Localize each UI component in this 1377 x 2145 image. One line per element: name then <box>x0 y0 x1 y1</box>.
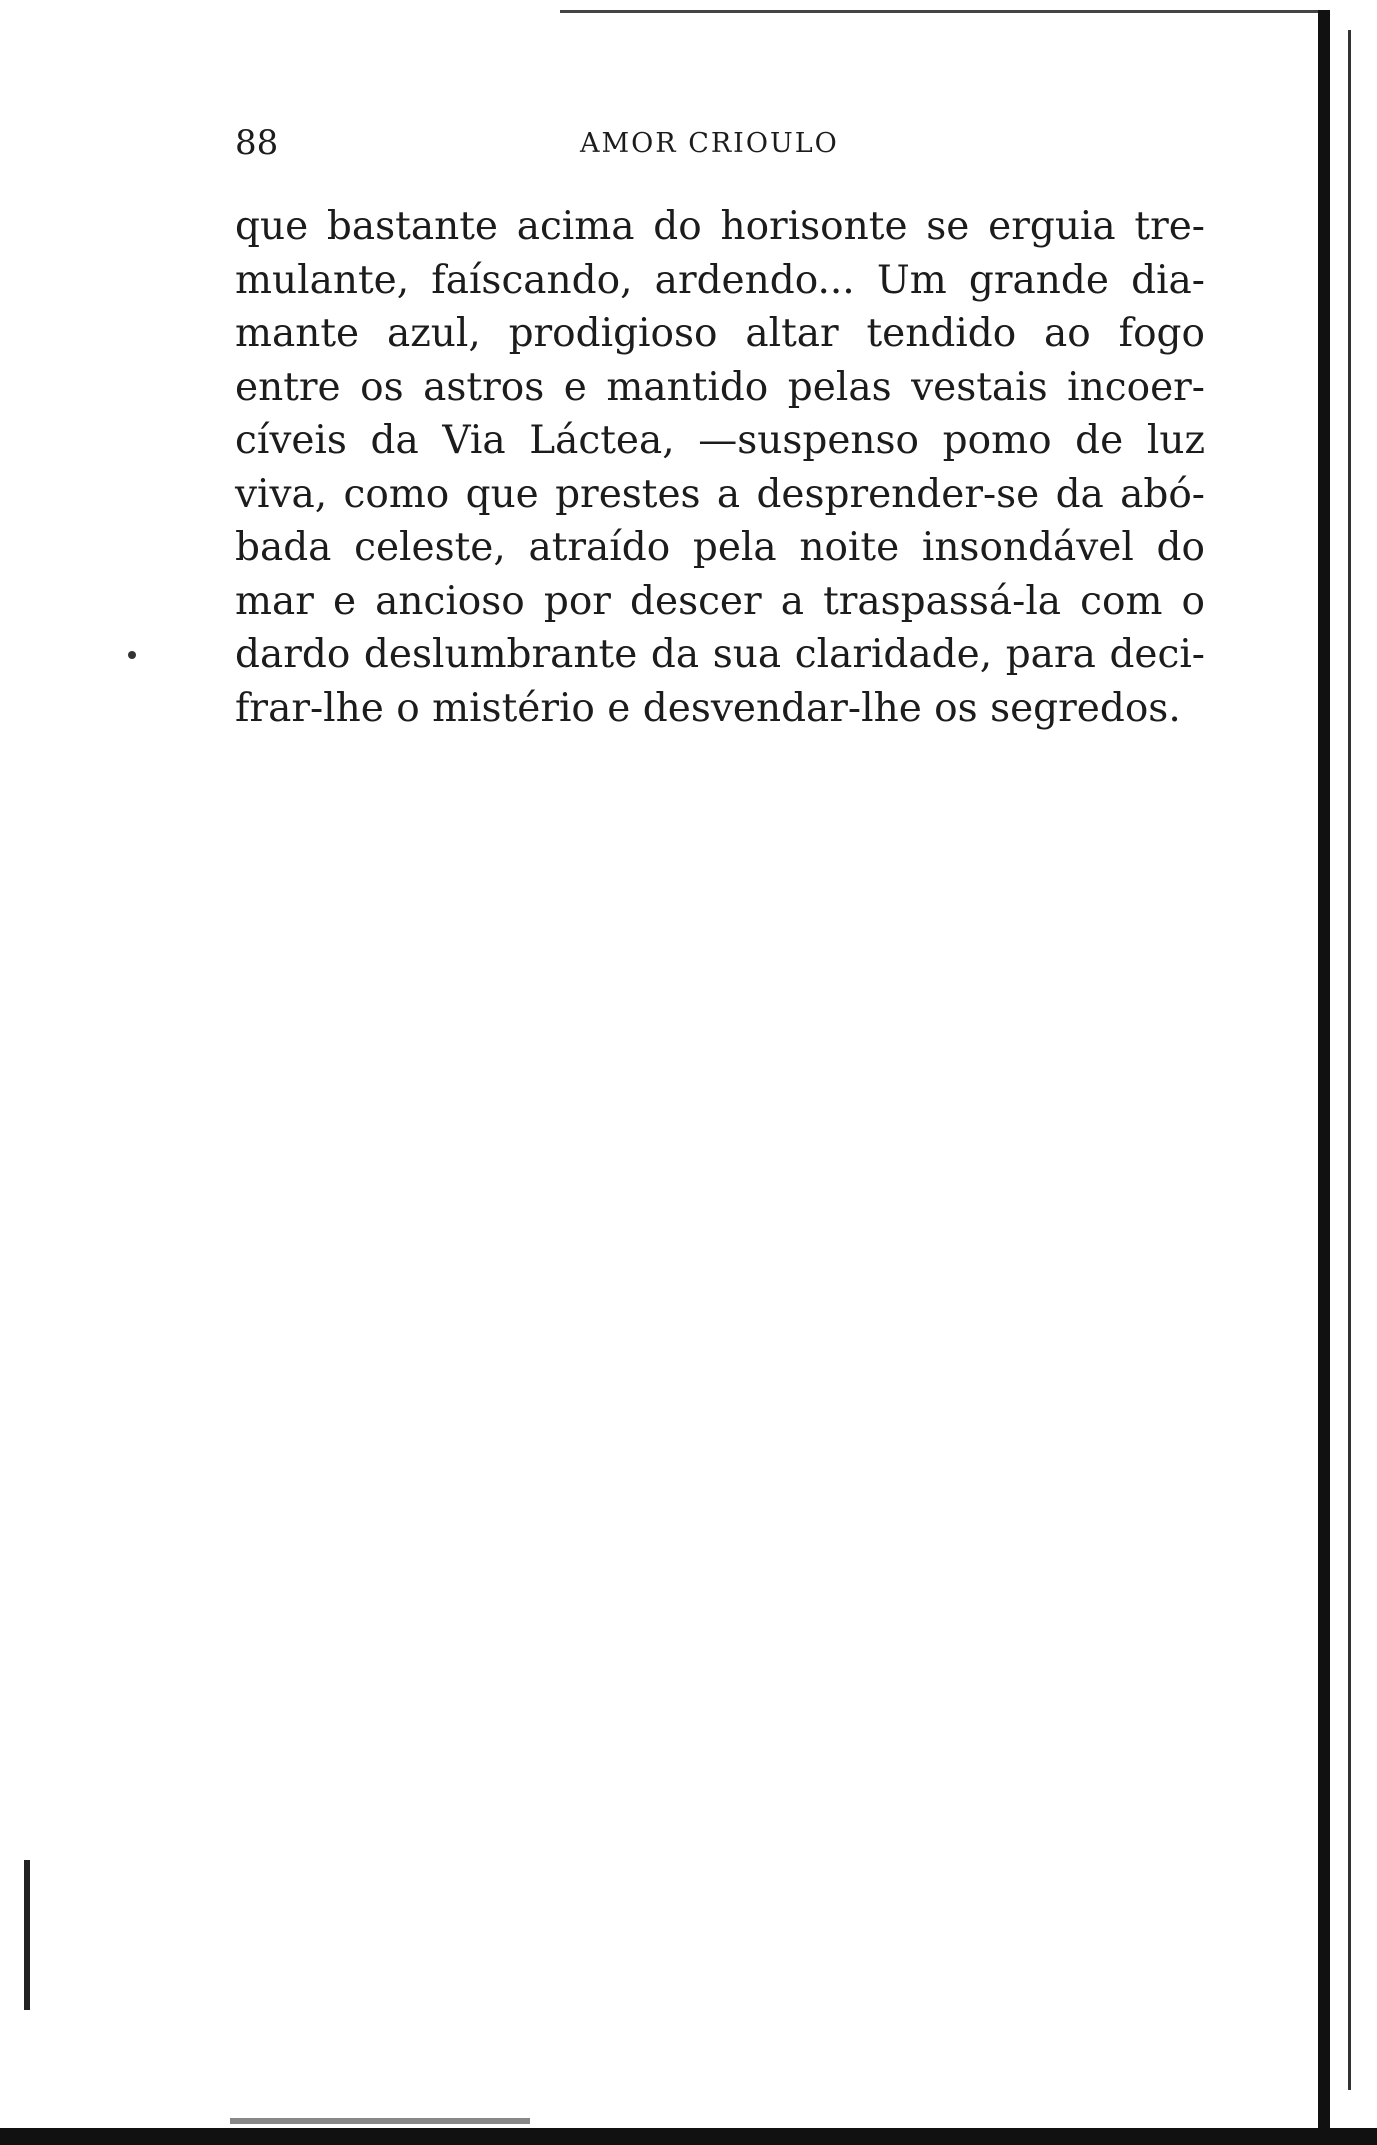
margin-dot-mark <box>128 651 136 659</box>
running-header <box>235 118 1205 168</box>
text-line: que bastante acima do horisonte se erguia tre- <box>235 204 1205 249</box>
text-line: bada celeste, atraído pela noite insondável do <box>235 525 1205 570</box>
page-number: 88 <box>235 123 279 163</box>
scan-edge-top <box>560 10 1330 13</box>
text-line: dardo deslumbrante da sua claridade, para deci- <box>235 632 1205 677</box>
scan-edge-bottom-shadow <box>230 2118 530 2124</box>
scan-edge-left-mark <box>24 1860 30 2010</box>
scan-edge-right-inner <box>1348 30 1351 2090</box>
running-title: AMOR CRIOULO <box>580 128 839 159</box>
body-paragraph <box>235 200 1205 735</box>
text-line: mar e ancioso por descer a traspassá-la com o <box>235 578 1205 624</box>
scan-edge-bottom <box>0 2128 1377 2145</box>
text-line: mante azul, prodigioso altar tendido ao fogo <box>235 311 1205 356</box>
scan-edge-right <box>1318 10 1330 2130</box>
text-line: mulante, faíscando, ardendo... Um grande dia- <box>235 257 1205 303</box>
text-line: cíveis da Via Láctea, —suspenso pomo de luz <box>235 418 1205 463</box>
text-line: viva, como que prestes a desprender-se da abó- <box>235 471 1205 517</box>
text-line: frar-lhe o mistério e desvendar-lhe os segredos. <box>235 685 1181 731</box>
text-line: entre os astros e mantido pelas vestais incoer- <box>235 364 1205 410</box>
